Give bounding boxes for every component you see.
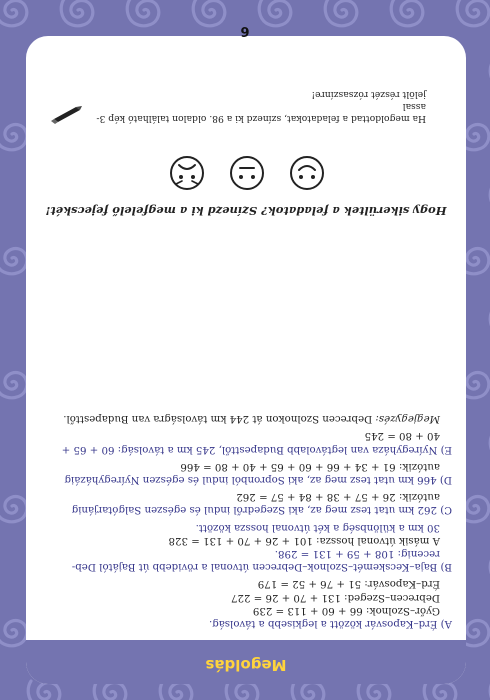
solution-e bbox=[40, 429, 452, 455]
note bbox=[40, 412, 452, 425]
self-assessment-question: Hogy sikerültek a feladatok? Színezd ki a megfelelő fejecskét! bbox=[45, 204, 447, 218]
pencil-icon bbox=[50, 106, 82, 126]
solution-line: A másik útvonal hossza: 101 + 26 + 70 + 131 = 328 bbox=[168, 534, 440, 546]
footer-line: jelölt részét rózsaszínre! bbox=[311, 89, 426, 100]
page-card bbox=[26, 36, 466, 684]
solution-line: recenig: 108 + 59 + 131 = 298. bbox=[274, 547, 440, 559]
note-text: Debrecen Szolnokon át 244 km távolságra van Budapesttől. bbox=[63, 413, 376, 425]
solution-line: B) Baja–Kecskemét–Szolnok–Debrecen útvonal a rövidebb út Bajától Deb- bbox=[71, 561, 452, 573]
solution-line: Győr–Szolnok: 66 + 60 + 113 = 239 bbox=[252, 604, 440, 616]
solution-line: C) 262 km utat tesz meg az, aki Szegedről indul és egészen Salgótarjánig bbox=[71, 504, 452, 516]
solution-line: D) 466 km utat tesz meg az, aki Sopronból indul és egészen Nyíregyházáig bbox=[64, 473, 452, 485]
page-title: Megoldás bbox=[205, 656, 287, 674]
solution-line: E) Nyíregyháza van legtávolabb Budapesttől, 245 km a távolság: 60 + 65 + bbox=[61, 443, 452, 455]
solution-b bbox=[40, 520, 452, 573]
footer-instruction bbox=[86, 88, 426, 124]
solution-c bbox=[40, 490, 452, 516]
happy-face-icon[interactable] bbox=[288, 154, 326, 192]
solution-line: autózik: 26 + 57 + 38 + 84 + 57 = 262 bbox=[236, 491, 440, 503]
solution-a bbox=[40, 577, 452, 630]
sad-face-icon[interactable] bbox=[168, 154, 206, 192]
solution-d bbox=[40, 460, 452, 486]
solution-line: Érd–Kaposvár: 51 + 76 + 52 = 179 bbox=[257, 578, 440, 590]
solution-line: Debrecen–Szeged: 131 + 70 + 26 = 227 bbox=[231, 591, 440, 603]
solution-content bbox=[40, 412, 452, 630]
note-label: Megjegyzés: bbox=[375, 413, 440, 425]
page-number: 6 bbox=[240, 23, 250, 38]
solution-line: 40 + 80 = 245 bbox=[364, 430, 440, 442]
footer-line: Ha megoldottad a feladatokat, színezd ki a 98. oldalon található kép 3-assal bbox=[96, 101, 426, 124]
solution-line: 30 km a különbség a két útvonal hossza között. bbox=[195, 521, 440, 533]
header-band bbox=[26, 640, 466, 684]
neutral-face-icon[interactable] bbox=[228, 154, 266, 192]
solution-line: autózik: 61 + 34 + 66 + 60 + 65 + 40 + 80 = 466 bbox=[180, 460, 440, 472]
solution-line: A) Érd–Kaposvár között a legkisebb a távolság. bbox=[208, 618, 452, 629]
smiley-faces bbox=[166, 150, 326, 192]
